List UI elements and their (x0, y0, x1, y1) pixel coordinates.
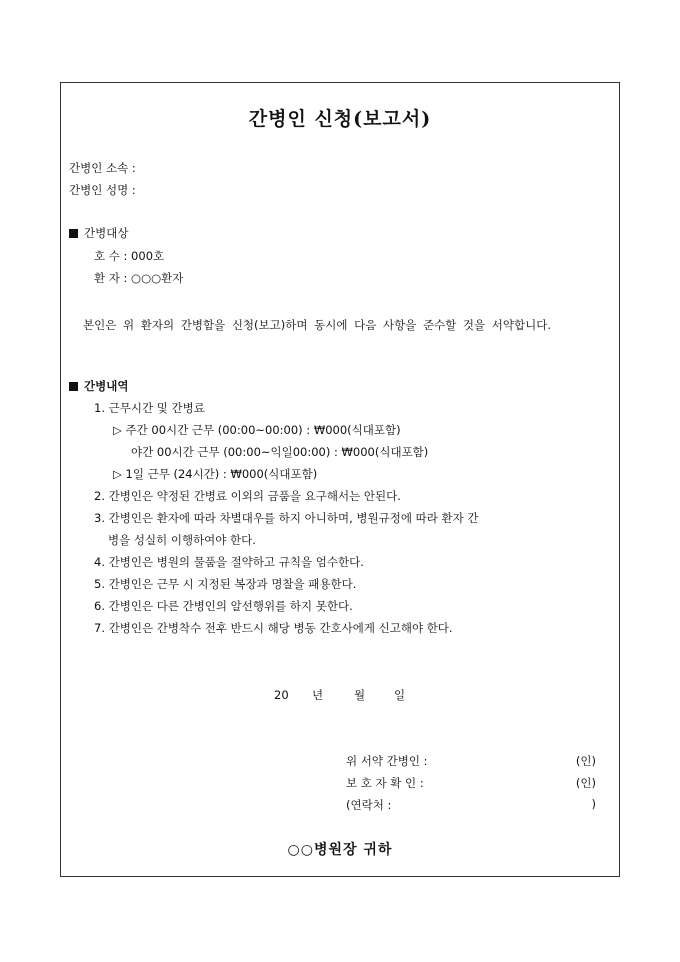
detail-item-2: 2. 간병인은 약정된 간병료 이외의 금품을 요구해서는 안된다. (94, 489, 401, 503)
detail-sub-full: ▷ 1일 근무 (24시간) : ₩000(식대포함) (113, 467, 318, 481)
document-frame (60, 82, 620, 877)
signature-caregiver-label: 위 서약 간병인 : (346, 754, 428, 768)
details-heading (69, 379, 128, 394)
patient-name: 환 자 : ○○○환자 (94, 271, 184, 285)
details-heading-text: 간병내역 (84, 379, 129, 393)
date-day: 일 (394, 688, 406, 702)
detail-sub-day: ▷ 주간 00시간 근무 (00:00~00:00) : ₩000(식대포함) (113, 423, 401, 437)
detail-item-6: 6. 간병인은 다른 간병인의 알선행위를 하지 못한다. (94, 599, 353, 613)
target-heading-text: 간병대상 (84, 226, 129, 240)
detail-item-4: 4. 간병인은 병원의 물품을 절약하고 규칙을 엄수한다. (94, 555, 364, 569)
signature-contact-end: ) (591, 797, 596, 811)
recipient-line: ○○병원장 귀하 (287, 842, 393, 858)
detail-item-7: 7. 간병인은 간병착수 전후 반드시 해당 병동 간호사에게 신고해야 한다. (94, 621, 453, 635)
target-heading (69, 226, 128, 241)
square-bullet-icon (69, 382, 78, 391)
document-title: 간병인 신청(보고서) (248, 108, 432, 130)
signature-guardian-seal: (인) (575, 776, 596, 790)
date-month: 월 (354, 688, 366, 702)
detail-item-3-cont: 병을 성실히 이행하여야 한다. (108, 533, 256, 547)
signature-contact-label: (연락처 : (346, 798, 392, 812)
date-prefix: 20 (274, 688, 289, 702)
detail-sub-night: 야간 00시간 근무 (00:00~익일00:00) : ₩000(식대포함) (131, 445, 429, 459)
pledge-paragraph: 본인은 위 환자의 간병함을 신청(보고)하며 동시에 다음 사항을 준수할 것을 서약합니다. (83, 318, 551, 332)
affiliation-field: 간병인 소속 : (69, 161, 136, 175)
room-number: 호 수 : 000호 (94, 249, 165, 263)
detail-item-1: 1. 근무시간 및 간병료 (94, 401, 205, 415)
detail-item-3: 3. 간병인은 환자에 따라 차별대우를 하지 아니하며, 병원규정에 따라 환자 간 (94, 511, 479, 525)
square-bullet-icon (69, 229, 78, 238)
name-field: 간병인 성명 : (69, 183, 136, 197)
detail-item-5: 5. 간병인은 근무 시 지정된 복장과 명찰을 패용한다. (94, 577, 357, 591)
signature-guardian-label: 보 호 자 확 인 : (346, 776, 424, 790)
date-year: 년 (312, 688, 324, 702)
signature-caregiver-seal: (인) (575, 754, 596, 768)
